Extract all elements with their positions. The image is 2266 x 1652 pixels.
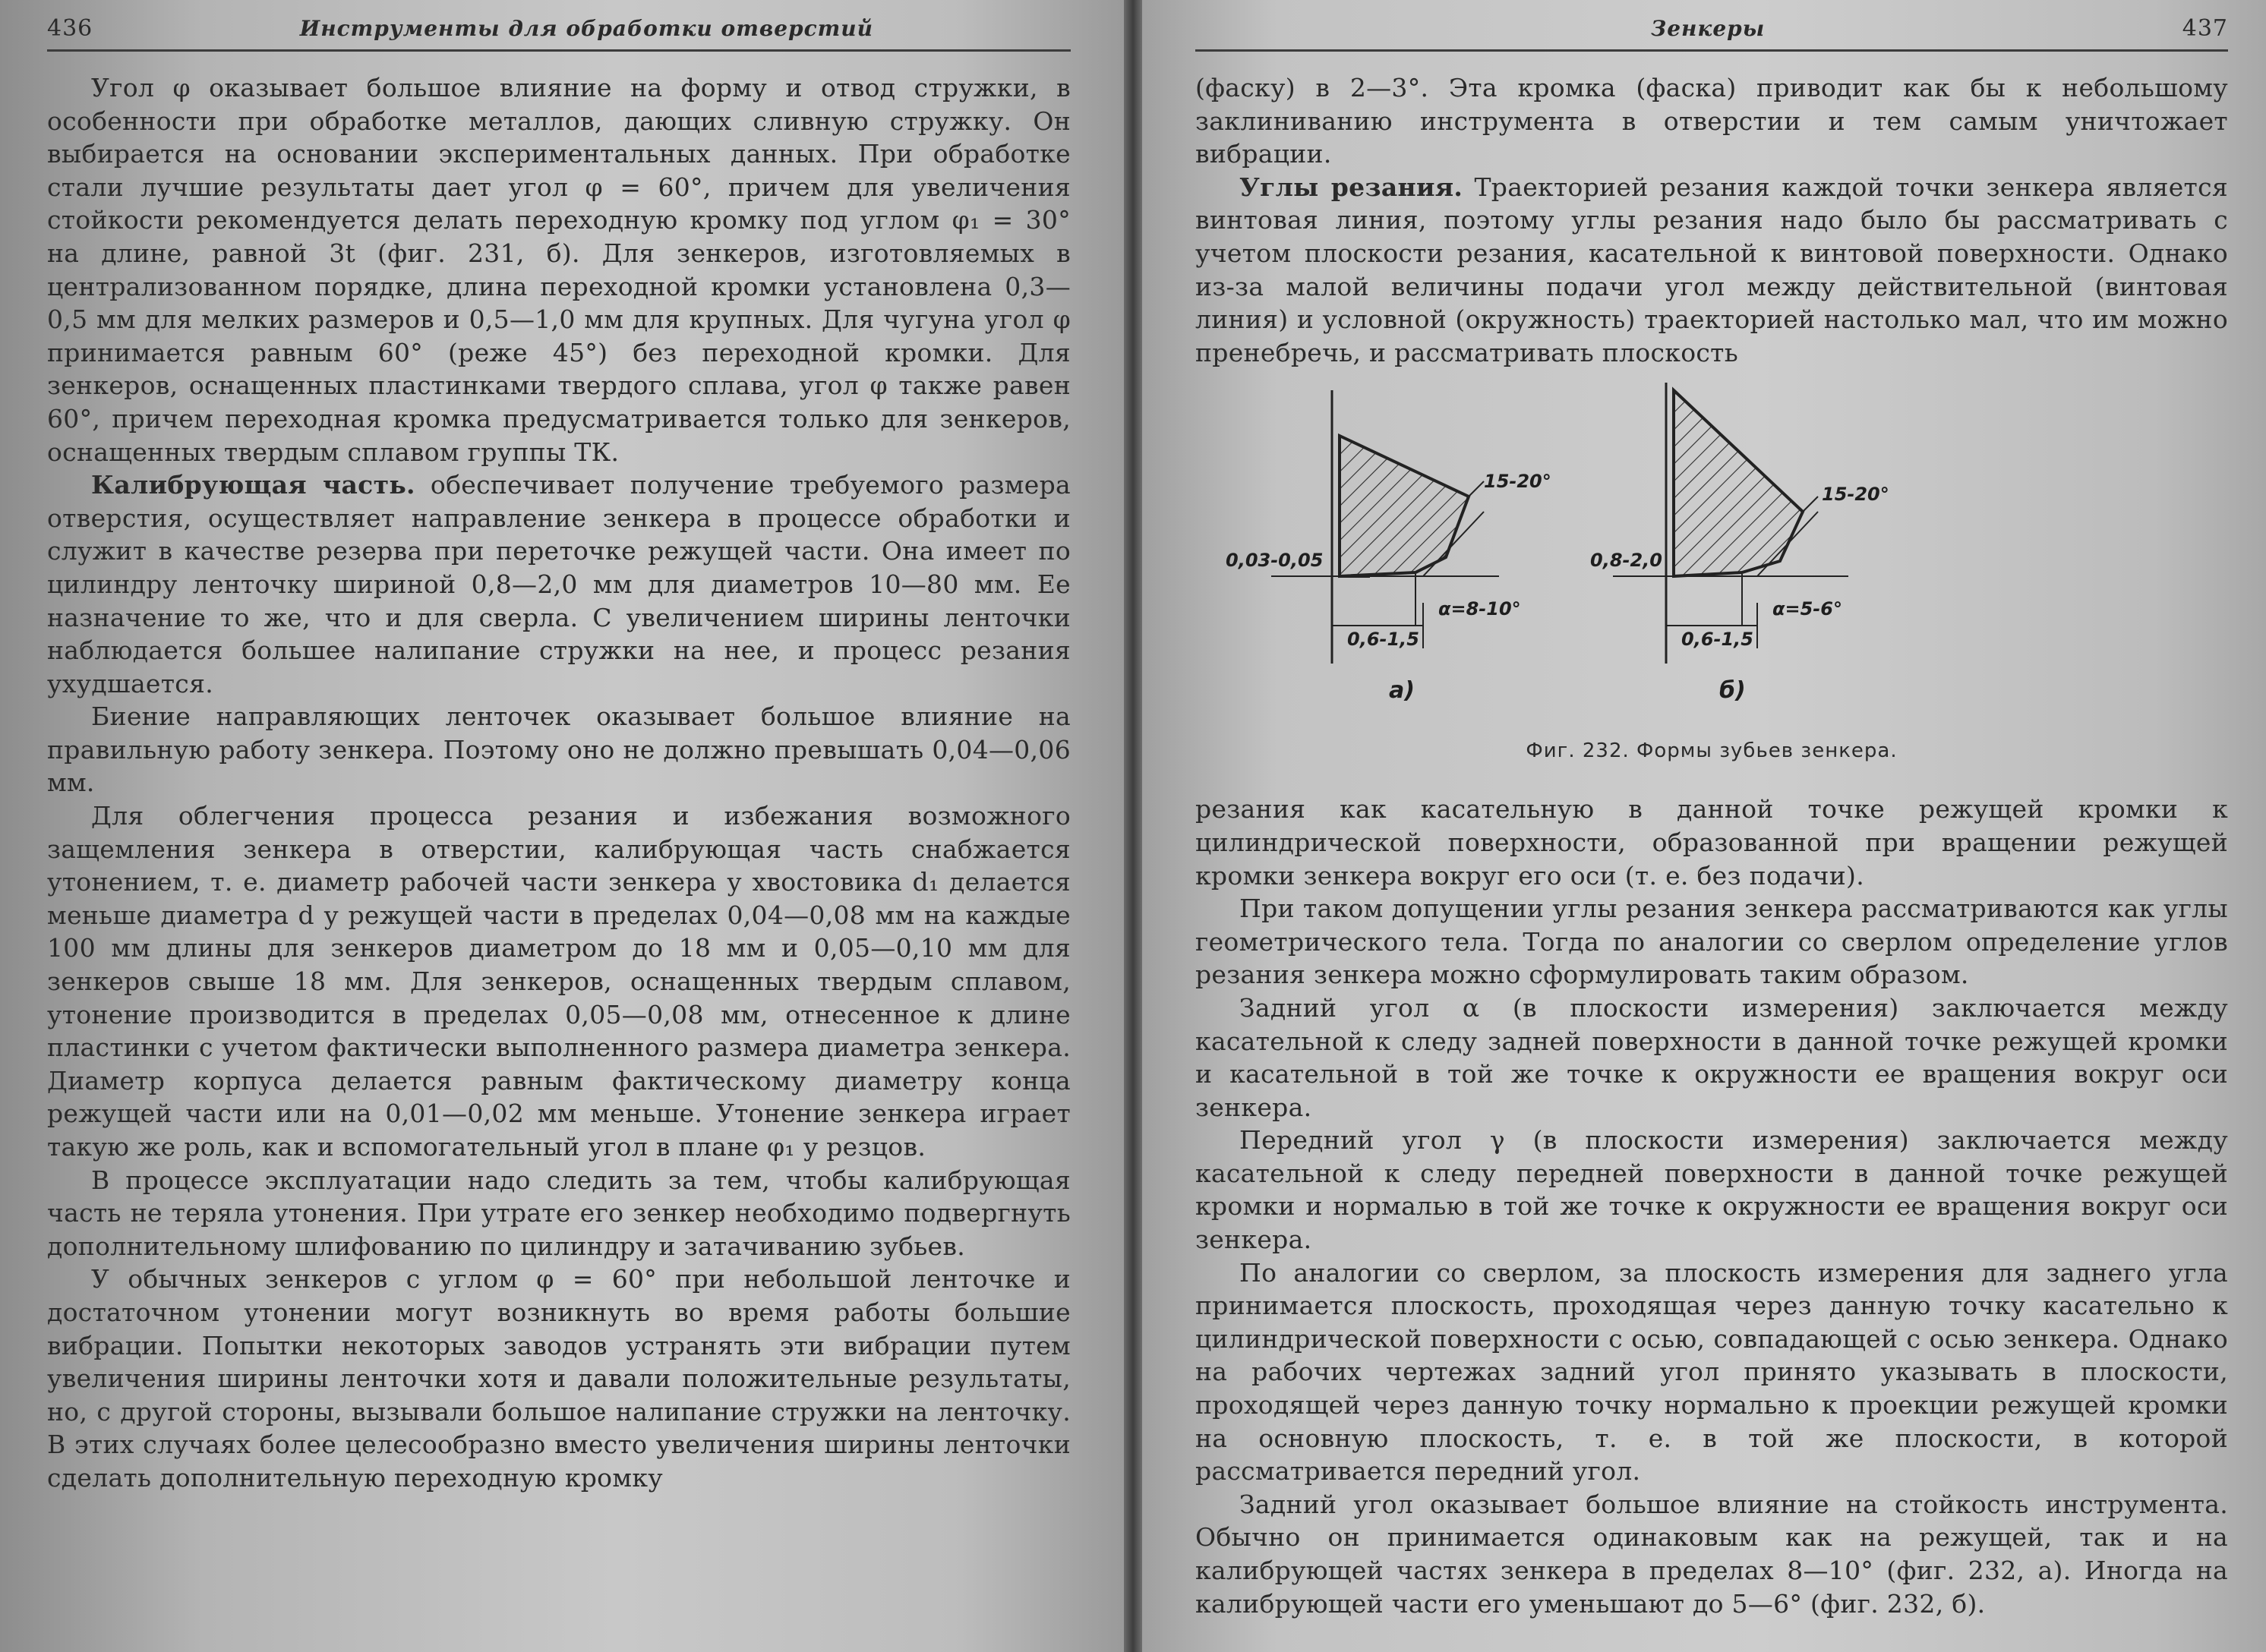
right-paragraph-top: (фаску) в 2—3°. Эта кромка (фаска) приводит как бы к небольшому заклиниванию инструмента в отверстии и тем самым уничтожает вибрации. bbox=[1195, 73, 2228, 169]
right-paragraph-1: резания как касательную в данной точке режущей кромки к цилиндрической поверхности, образованной при вращении режущей кромки зенкера вокруг его оси (т. е. без подачи). bbox=[1195, 794, 2228, 891]
tooth-profile-a bbox=[1271, 390, 1499, 664]
left-paragraph-2-text: обеспечивает получение требуемого размера отверстия, осуществляет направление зенкера в процессе обработки и служит в качестве резерва при переточке режущей части. Она имеет по цилиндру ленточку шириной 0,8—2,0 мм для диаметров 10—80 мм. Ее назначение то же, что и для сверла. С увеличением ширины ленточки наблюдается большее налипание стружки на нее, и процесс резания ухудшается. bbox=[47, 470, 1071, 698]
right-page bbox=[1142, 0, 2266, 1652]
angle-label-b: 15-20° bbox=[1822, 484, 1889, 506]
left-paragraph-1: Угол φ оказывает большое влияние на форму и отвод стружки, в особенности при обработке металлов, дающих сливную стружку. Он выбирается на основании экспериментальных данных. При обработке стали лучшие результаты дает угол φ = 60°, причем для увеличения стойкости рекомендуется делать переходную кромку под углом φ₁ = 30° на длине, равной 3t (фиг. 231, б). Для зенкеров, изготовляемых в централизованном порядке, длина переходной кромки установлена 0,3—0,5 мм для мелких размеров и 0,5—1,0 мм для крупных. Для чугуна угол φ принимается равным 60° (реже 45°) без переходной кромки. Для зенкеров, оснащенных пластинками твердого сплава, угол φ также равен 60°, причем переходная кромка предусматривается только для зенкеров, оснащенных твердым сплавом группы ТК. bbox=[47, 73, 1071, 467]
right-running-head bbox=[1195, 15, 2228, 52]
left-running-head bbox=[47, 15, 1071, 52]
figure-232 bbox=[1195, 375, 2228, 770]
right-paragraph-2: При таком допущении углы резания зенкера рассматриваются как углы геометрического тела. Тогда по аналогии со сверлом определение углов резания зенкера можно сформулировать таким образом. bbox=[1195, 894, 2228, 990]
left-paragraph-6: У обычных зенкеров с углом φ = 60° при небольшой ленточке и достаточном утонении могут возникнуть во время работы большие вибрации. Попытки некоторых заводов устранять эти вибрации путем увеличения ширины ленточки хотя и давали положительные результаты, но, с другой стороны, вызывали большое налипание стружки на ленточку. В этих случаях более целесообразно вместо увеличения ширины ленточки сделать дополнительную переходную кромку bbox=[47, 1264, 1071, 1493]
right-paragraph-5: По аналогии со сверлом, за плоскость измерения для заднего угла принимается плоскость, проходящая через данную точку касательно к цилиндрической поверхности с осью, совпадающей с осью зенкера. Однако на рабочих чертежах задний угол принято указывать в плоскости, проходящей через данную точку нормально к проекции режущей кромки на основную плоскость, т. е. в той же плоскости, в которой рассматривается передний угол. bbox=[1195, 1257, 2228, 1486]
bold-lead-angles: Углы резания. bbox=[1239, 172, 1463, 202]
tooth-profile-b bbox=[1613, 383, 1848, 664]
angle-label-a: 15-20° bbox=[1484, 471, 1551, 493]
page-number-right: 437 bbox=[2182, 15, 2228, 42]
page-number-left: 436 bbox=[47, 15, 93, 42]
width-label-a: 0,6-1,5 bbox=[1347, 629, 1419, 651]
sub-label-b: б) bbox=[1719, 677, 1746, 705]
right-paragraph-3: Задний угол α (в плоскости измерения) заключается между касательной к следу задней поверхности в данной точке режущей кромки и касательной в той же точке к окружности ее вращения вокруг оси зенкера. bbox=[1195, 992, 2228, 1122]
left-paragraph-2 bbox=[47, 468, 1071, 700]
right-paragraph-angles-text: Траекторией резания каждой точки зенкера является винтовая линия, поэтому углы резания надо было бы рассматривать с учетом плоскости резания, касательной к винтовой поверхности. Однако из-за малой величины подачи угол между действительной (винтовая линия) и условной (окружность) траекторией настолько мал, что им можно пренебречь, и рассматривать плоскость bbox=[1195, 172, 2229, 367]
bold-lead-calibrating: Калибрующая часть. bbox=[91, 470, 415, 500]
book-gutter bbox=[1124, 0, 1142, 1652]
left-paragraph-4: Для облегчения процесса резания и избежания возможного защемления зенкера в отверстии, калибрующая часть снабжается утонением, т. е. диаметр рабочей части зенкера у хвостовика d₁ делается меньше диаметра d у режущей части в пределах 0,04—0,08 мм на каждые 100 мм длины для зенкеров диаметром до 18 мм и 0,05—0,10 мм для зенкеров свыше 18 мм. Для зенкеров, оснащенных твердым сплавом, утонение производится в пределах 0,05—0,08 мм, отнесенное к длине пластинки с учетом фактически выполненного размера диаметра зенкера. Диаметр корпуса делается равным фактическому диаметру конца режущей части или на 0,01—0,02 мм меньше. Утонение зенкера играет такую же роль, как и вспомогательный угол в плане φ₁ у резцов. bbox=[47, 801, 1071, 1162]
width-label-b: 0,6-1,5 bbox=[1681, 629, 1753, 651]
right-paragraph-4: Передний угол γ (в плоскости измерения) заключается между касательной к следу передней поверхности в данной точке режущей кромки и нормалью в той же точке к окружности ее вращения вокруг оси зенкера. bbox=[1195, 1125, 2228, 1255]
left-paragraph-3: Биение направляющих ленточек оказывает большое влияние на правильную работу зенкера. Поэтому оно не должно превышать 0,04—0,06 мм. bbox=[47, 701, 1071, 798]
left-paragraph-5: В процессе эксплуатации надо следить за тем, чтобы калибрующая часть не теряла утонения. При утрате его зенкер необходимо подвергнуть дополнительному шлифованию по цилиндру и затачиванию зубьев. bbox=[47, 1165, 1071, 1261]
alpha-label-b: α=5-6° bbox=[1772, 598, 1842, 620]
land-label-b: 0,8-2,0 bbox=[1590, 550, 1662, 572]
left-page bbox=[0, 0, 1124, 1652]
figure-caption: Фиг. 232. Формы зубьев зенкера. bbox=[1526, 739, 1898, 763]
sub-label-a: а) bbox=[1389, 677, 1415, 705]
right-paragraph-6: Задний угол оказывает большое влияние на стойкость инструмента. Обычно он принимается одинаковым как на режущей, так и на калибрующей частях зенкера в пределах 8—10° (фиг. 232, а). Иногда на калибрующей части его уменьшают до 5—6° (фиг. 232, б). bbox=[1195, 1489, 2228, 1619]
alpha-label-a: α=8-10° bbox=[1438, 598, 1521, 620]
land-label-a: 0,03-0,05 bbox=[1226, 550, 1324, 572]
right-paragraph-angles bbox=[1195, 171, 2228, 370]
left-running-title: Инструменты для обработки отверстий bbox=[299, 16, 873, 41]
tooth-diagram bbox=[1195, 375, 2228, 770]
right-running-title: Зенкеры bbox=[1651, 16, 1766, 41]
